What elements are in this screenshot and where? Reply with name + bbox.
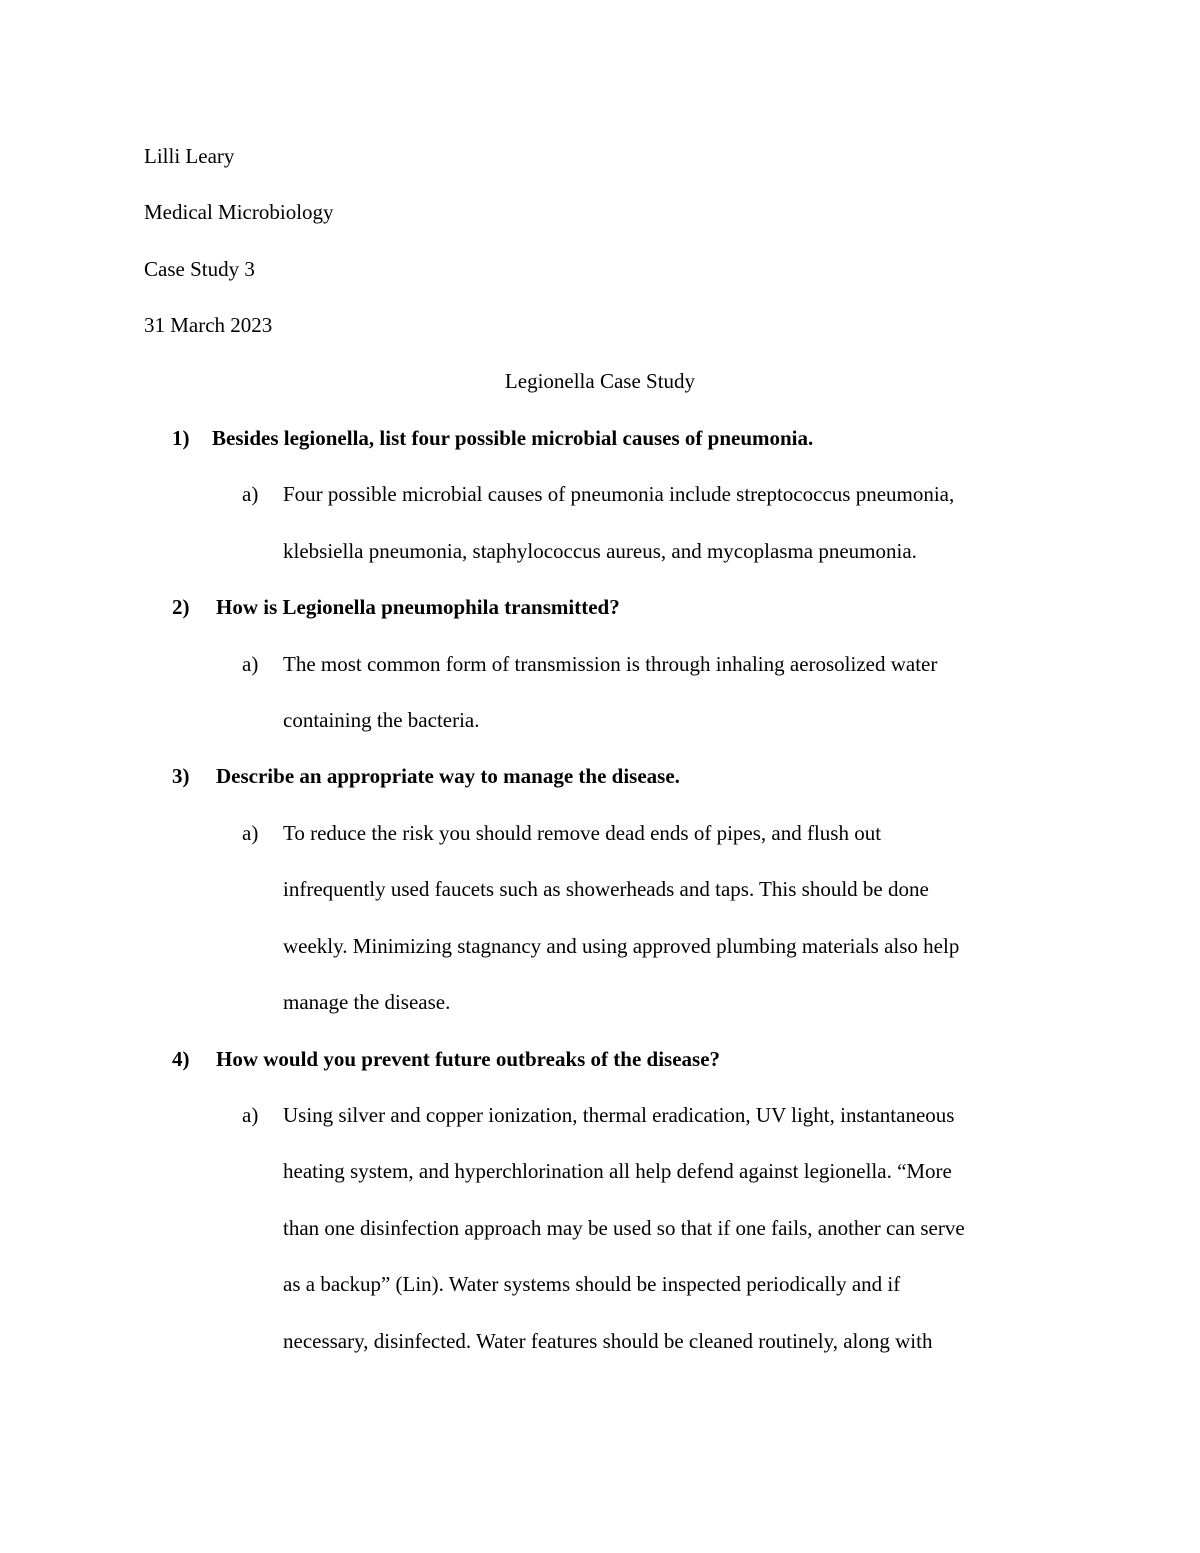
document-title: Legionella Case Study bbox=[504, 369, 696, 393]
answer-line: infrequently used faucets such as showerheads and taps. This should be done bbox=[283, 877, 929, 901]
answer-line: than one disinfection approach may be used so that if one fails, another can serve bbox=[283, 1216, 965, 1240]
answer-line: klebsiella pneumonia, staphylococcus aureus, and mycoplasma pneumonia. bbox=[283, 539, 917, 563]
answer-line: Four possible microbial causes of pneumonia include streptococcus pneumonia, bbox=[283, 482, 955, 506]
question-number: 4) bbox=[172, 1047, 190, 1071]
answer-marker: a) bbox=[242, 821, 259, 845]
question-text: Describe an appropriate way to manage the disease. bbox=[216, 764, 680, 788]
answer-line: containing the bacteria. bbox=[283, 708, 480, 732]
answer-line: weekly. Minimizing stagnancy and using approved plumbing materials also help bbox=[283, 934, 960, 958]
answer-line: heating system, and hyperchlorination all help defend against legionella. “More bbox=[283, 1159, 952, 1183]
document-date: 31 March 2023 bbox=[144, 313, 273, 337]
answer-line: To reduce the risk you should remove dead ends of pipes, and flush out bbox=[283, 821, 882, 845]
question-text: How would you prevent future outbreaks of the disease? bbox=[216, 1047, 721, 1071]
assignment-name: Case Study 3 bbox=[144, 257, 255, 281]
answer-line: as a backup” (Lin). Water systems should be inspected periodically and if bbox=[283, 1272, 901, 1296]
answer-line: manage the disease. bbox=[283, 990, 451, 1014]
question-text: How is Legionella pneumophila transmitted? bbox=[216, 595, 620, 619]
answer-marker: a) bbox=[242, 652, 259, 676]
course-name: Medical Microbiology bbox=[144, 200, 334, 224]
question-number: 1) bbox=[172, 426, 190, 450]
answer-line: Using silver and copper ionization, thermal eradication, UV light, instantaneous bbox=[283, 1103, 955, 1127]
question-number: 2) bbox=[172, 595, 190, 619]
answer-line: The most common form of transmission is through inhaling aerosolized water bbox=[283, 652, 938, 676]
author-name: Lilli Leary bbox=[144, 144, 235, 168]
answer-line: necessary, disinfected. Water features should be cleaned routinely, along with bbox=[283, 1329, 933, 1353]
question-number: 3) bbox=[172, 764, 190, 788]
answer-marker: a) bbox=[242, 1103, 259, 1127]
answer-marker: a) bbox=[242, 482, 259, 506]
question-text: Besides legionella, list four possible microbial causes of pneumonia. bbox=[212, 426, 814, 450]
